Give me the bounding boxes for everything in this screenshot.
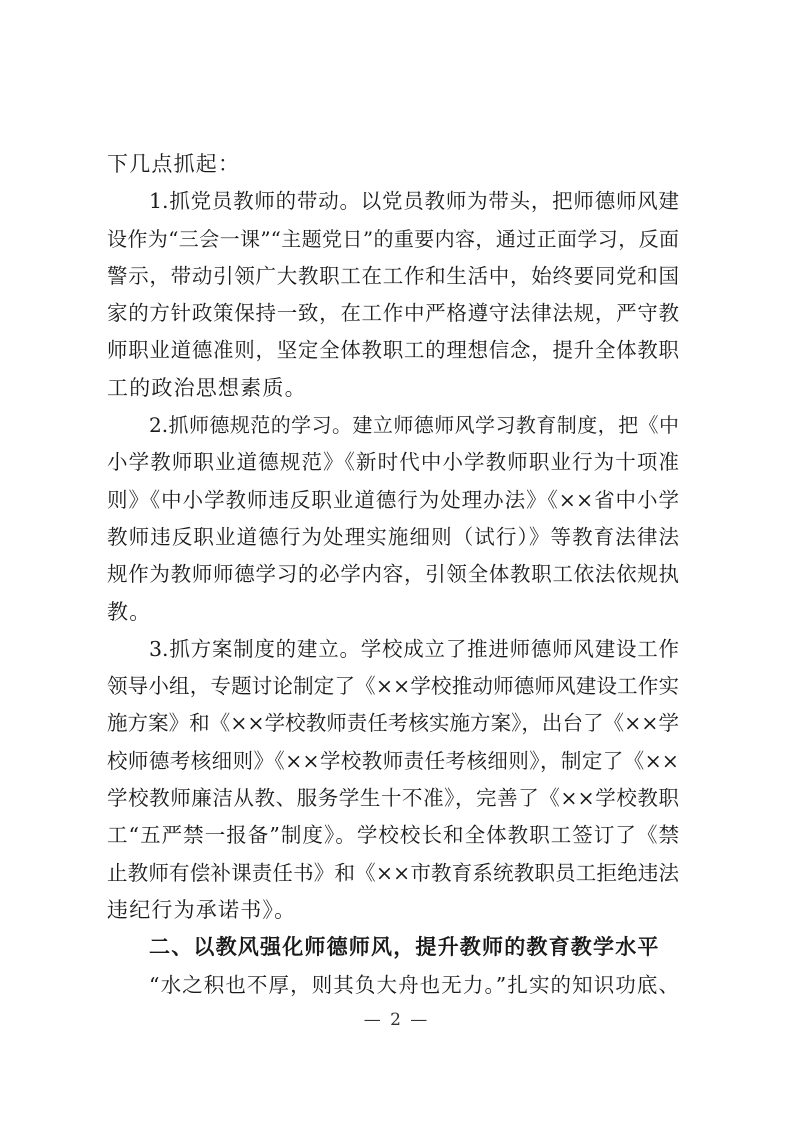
text-line: 违纪行为承诺书》。 <box>107 897 297 922</box>
text-line: 止教师有偿补课责任书》和《××市教育系统教职员工拒绝违法 <box>107 860 679 885</box>
paragraph-item-1 <box>107 183 679 407</box>
text-line: 1.抓党员教师的带动。以党员教师为带头，把师德师风建 <box>149 189 679 214</box>
text-line: 学校教师廉洁从教、服务学生十不准》，完善了《××学校教职 <box>107 786 679 811</box>
paragraph-item-2 <box>107 407 679 631</box>
text-line: 设作为“三会一课”“主题党日”的重要内容，通过正面学习，反面 <box>107 226 679 251</box>
paragraph-item-3 <box>107 631 679 929</box>
text-line: 小学教师职业道德规范》《新时代中小学教师职业行为十项准 <box>107 450 679 475</box>
text-line: 下几点抓起： <box>107 152 241 176</box>
paragraph-section-2 <box>107 967 679 1004</box>
page-number: — 2 — <box>363 1010 430 1030</box>
text-line: 警示，带动引领广大教职工在工作和生活中，始终要同党和国 <box>107 263 679 288</box>
heading-line: 二、以教风强化师德师风，提升教师的教育教学水平 <box>149 935 660 960</box>
text-line: 规作为教师师德学习的必学内容，引领全体教职工依法依规执 <box>107 562 679 587</box>
text-line: 2.抓师德规范的学习。建立师德师风学习教育制度，把《中 <box>149 413 679 438</box>
text-line: 校师德考核细则》《××学校教师责任考核细则》，制定了《×× <box>107 748 679 773</box>
text-line: “水之积也不厚，则其负大舟也无力。”扎实的知识功底、 <box>149 972 679 997</box>
text-line: 施方案》和《××学校教师责任考核实施方案》，出台了《××学 <box>107 711 679 736</box>
text-line: 3.抓方案制度的建立。学校成立了推进师德师风建设工作 <box>149 636 679 661</box>
text-line: 工的政治思想素质。 <box>107 375 307 400</box>
text-line: 师职业道德准则，坚定全体教职工的理想信念，提升全体教职 <box>107 338 679 363</box>
text-line: 教。 <box>107 599 152 624</box>
text-line: 教师违反职业道德行为处理实施细则（试行）》等教育法律法 <box>107 524 679 549</box>
text-line: 则》《中小学教师违反职业道德行为处理办法》《××省中小学 <box>107 487 679 512</box>
paragraph-intro <box>107 146 679 183</box>
section-heading <box>107 929 679 966</box>
text-line: 领导小组，专题讨论制定了《××学校推动师德师风建设工作实 <box>107 674 679 699</box>
text-line: 工“五严禁一报备”制度》。学校校长和全体教职工签订了《禁 <box>107 823 679 848</box>
document-body <box>107 146 679 1004</box>
text-line: 家的方针政策保持一致，在工作中严格遵守法律法规，严守教 <box>107 301 679 326</box>
